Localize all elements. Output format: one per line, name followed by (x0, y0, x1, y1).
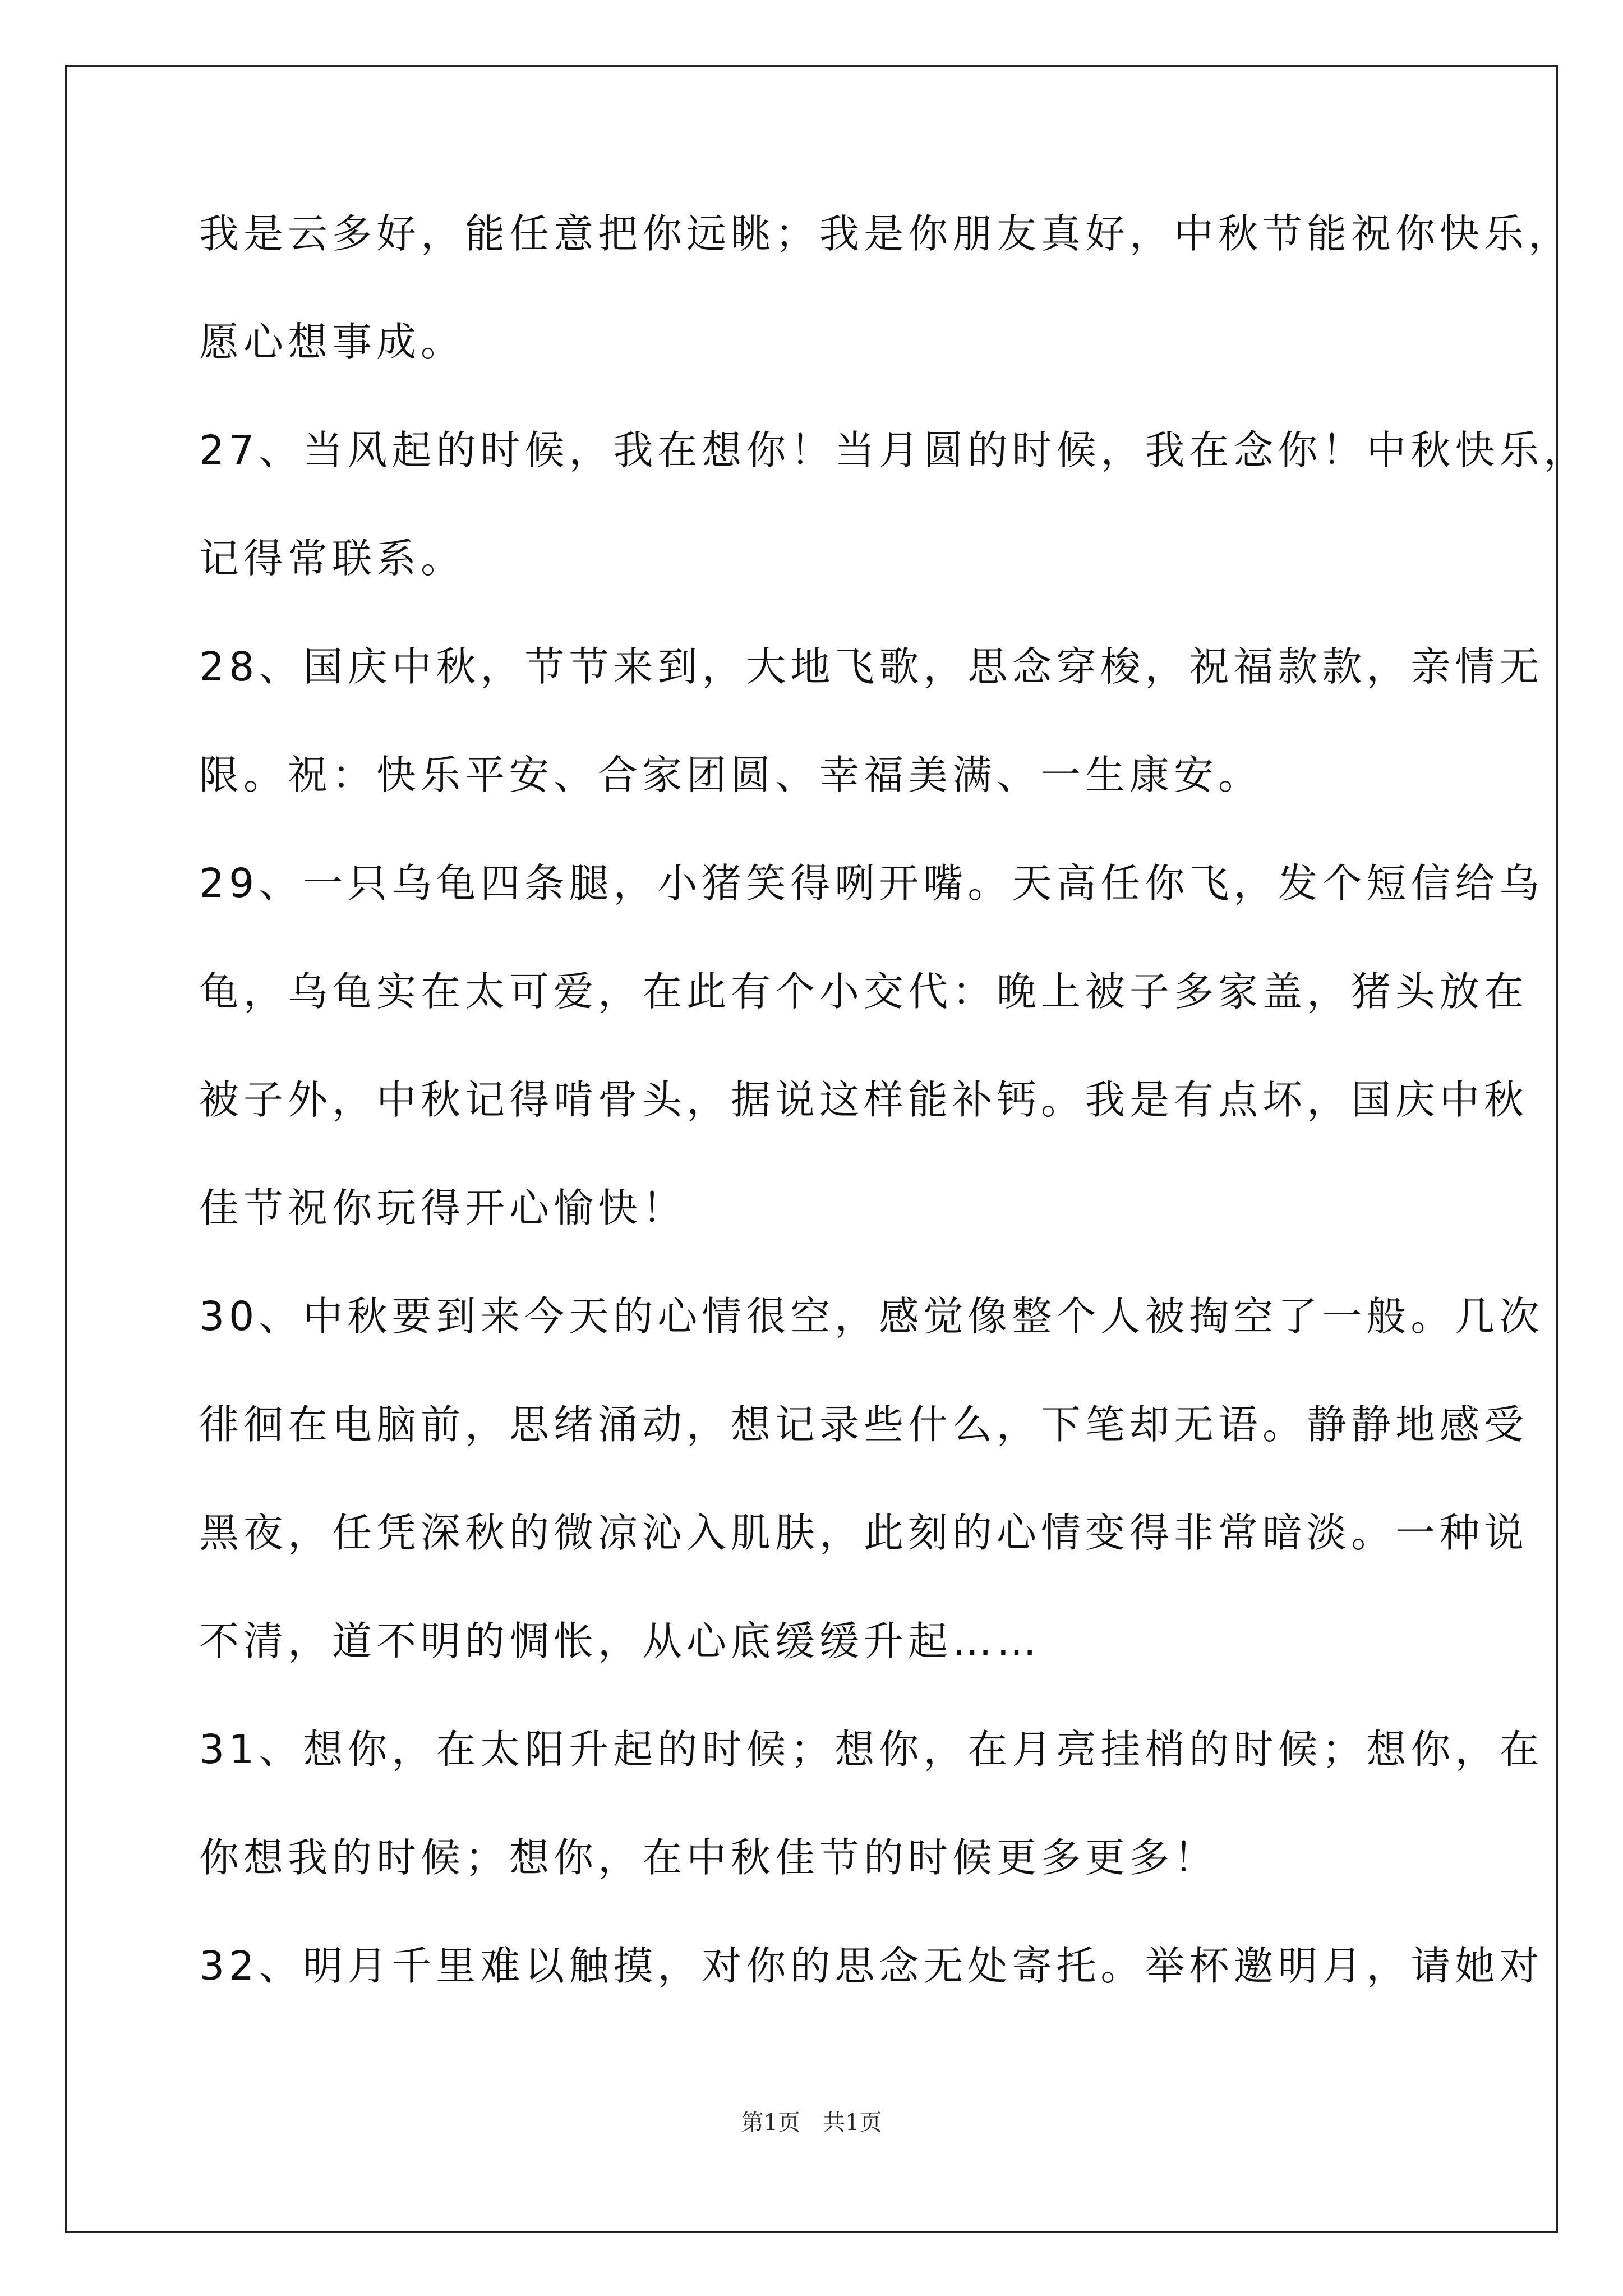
text-line: 30、中秋要到来今天的心情很空，感觉像整个人被掏空了一般。几次 (199, 1293, 1544, 1340)
text-line: 记得常联系。 (199, 535, 465, 582)
text-line: 我是云多好，能任意把你远眺；我是你朋友真好，中秋节能祝你快乐， (199, 210, 1573, 257)
text-line: 29、一只乌龟四条腿，小猪笑得咧开嘴。天高任你飞，发个短信给乌 (199, 860, 1544, 907)
text-line: 27、当风起的时候，我在想你！当月圆的时候，我在念你！中秋快乐， (199, 427, 1588, 473)
text-line: 佳节祝你玩得开心愉快！ (199, 1185, 687, 1231)
text-line: 黑夜，任凭深秋的微凉沁入肌肤，此刻的心情变得非常暗淡。一种说 (199, 1510, 1529, 1556)
page-number-footer: 第1页 共1页 (741, 2110, 882, 2136)
text-line: 不清，道不明的惆怅，从心底缓缓升起…… (199, 1618, 1041, 1664)
text-line: 徘徊在电脑前，思绪涌动，想记录些什么，下笔却无语。静静地感受 (199, 1401, 1529, 1448)
text-line: 31、想你，在太阳升起的时候；想你，在月亮挂梢的时候；想你，在 (199, 1726, 1544, 1773)
text-line: 被子外，中秋记得啃骨头，据说这样能补钙。我是有点坏，国庆中秋 (199, 1076, 1529, 1123)
text-line: 限。祝：快乐平安、合家团圆、幸福美满、一生康安。 (199, 752, 1263, 798)
text-line: 龟，乌龟实在太可爱，在此有个小交代：晚上被子多家盖，猪头放在 (199, 968, 1529, 1015)
text-line: 28、国庆中秋，节节来到，大地飞歌，思念穿梭，祝福款款，亲情无 (199, 643, 1544, 690)
document-body (199, 208, 1588, 2048)
text-line: 你想我的时候；想你，在中秋佳节的时候更多更多！ (199, 1834, 1219, 1881)
text-line: 32、明月千里难以触摸，对你的思念无处寄托。举杯邀明月，请她对 (199, 1943, 1544, 1989)
text-line: 愿心想事成。 (199, 319, 465, 365)
